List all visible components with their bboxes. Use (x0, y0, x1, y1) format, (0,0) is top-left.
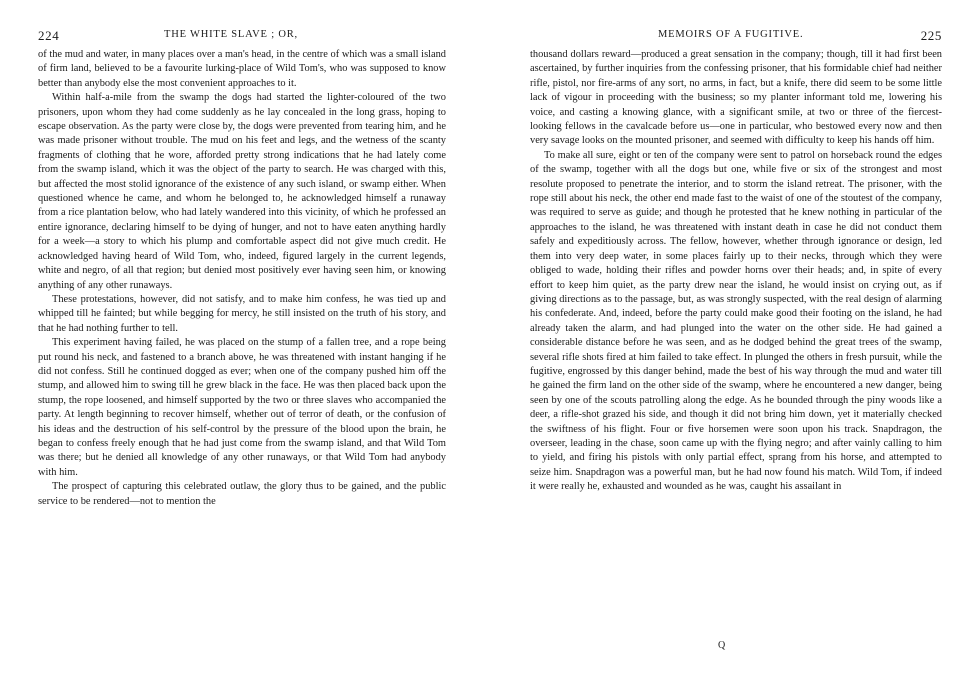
right-running-title: MEMOIRS OF A FUGITIVE. (658, 29, 804, 40)
signature-mark: Q (718, 640, 726, 651)
paragraph: The prospect of capturing this celebrated outlaw, the glory thus to be gained, and the public service to be rendered—not to mention the (38, 481, 446, 507)
left-page (38, 28, 446, 509)
paragraph: Within half-a-mile from the swamp the dogs had started the lighter-coloured of the two prisoners, upon whom they had come suddenly as he lay concealed in the long grass, hoping to escape observation. As the party were close by, the dogs were prevented from tearing him, and he was made prisoner without trouble. The mud on his feet and legs, and the wetness of the scanty fragments of clothing that he wore, afforded pretty strong indications that he had lately come from the swamp island, which it was the object of the party to search. He was charged with this, but affected the most stolid ignorance of the existence of any such island, or swamp either. When questioned whence he came, and whom he belonged to, he acknowledged himself a runaway from a rice plantation below, who had lately wandered into this vicinity, of which he professed an entire ignorance, declaring himself to be dying of hunger, and not to have eaten anything hardly for a week—a story to which his plump and comfortable aspect did not give much credit. He acknowledged having heard of Wild Tom, who, indeed, figured largely in the current legends, white and negro, of all that region; but denied most positively ever having seen him, or knowing anything of any other runaways. (38, 92, 446, 291)
left-page-number: 224 (38, 28, 60, 43)
paragraph: To make all sure, eight or ten of the company were sent to patrol on horseback round the edges of the swamp, together with all the dogs but one, while five or six of the strongest and most resolute proposed to penetrate the interior, and to storm the island retreat. The prisoner, with the rope still about his neck, the other end made fast to the waist of one of the stoutest of the company, was required to serve as guide; and though he protested that he knew nothing in particular of the approaches to the island, he was threatened with instant death in case he did not conduct them safely and expeditiously across. The fellow, however, whether through ignorance or design, led them into very deep water, in some places fairly up to their necks, through which they were obliged to wade, holding their rifles and powder horns over their heads; and, in spite of every effort to keep him quiet, as the party drew near the island, he would insist on crying out, as if giving directions as to the passage, but, as was strongly suspected, with the real design of alarming his confederate. And, indeed, before the party could make good their footing on the island, he had already taken the alarm, and had plunged into the water on the other side. He had gained a considerable distance before he was seen, and as he dodged behind the great trees of the swamp, several rifle shots fired at him failed to take effect. In plunged the others in fresh pursuit, while the fugitive, engrossed by this danger behind, made the best of his way through the mud and water till he gained the firm land on the other side of the swamp, where he encountered a new danger, being seen by one of the scouts patrolling along the edge. As he bounded through the piny woods like a deer, a rifle-shot grazed his side, and though it did not bring him down, yet it materially checked the swiftness of his flight. Four or five horsemen were soon upon his track. Snapdragon, the overseer, leading in the chase, soon came up with the flying negro; and after vainly calling to him to yield, and firing his pistols with only partial effect, sprang from his horse, and attempted to seize him. Snapdragon was a powerful man, but he had now found his match. Wild Tom, if indeed it were really he, exhausted and wounded as he was, caught his assailant in (530, 149, 942, 493)
right-page-body (530, 48, 942, 495)
right-page-header (530, 28, 942, 48)
paragraph: thousand dollars reward—produced a great sensation in the company; though, till it had first been ascertained, by further inquiries from the confessing prisoner, that his formidable chief had neither rifle, pistol, nor fire-arms of any sort, no arms, in fact, but a knife, there did seem to be some little lack of vigour in proceeding with the business; so my planter informant told me, lowering his voice, and casting a knowing glance, with a significant smile, at two or three of the fiercest-looking fellows in the cavalcade before us—one in particular, who bestowed every now and then very savage looks on the mounted prisoner, and seemed with difficulty to keep his hands off him. (530, 49, 942, 147)
paragraph: of the mud and water, in many places over a man's head, in the centre of which was a small island of firm land, believed to be a favourite lurking-place of Wild Tom's, who was supposed to know better than anybody else the most convenient approaches to it. (38, 49, 446, 89)
left-page-header (38, 28, 446, 48)
paragraph: These protestations, however, did not satisfy, and to make him confess, he was tied up and whipped till he fainted; but while begging for mercy, he still insisted on the truth of his story, and that he had nothing further to tell. (38, 293, 446, 334)
left-page-body (38, 48, 446, 509)
right-page (530, 28, 942, 651)
left-running-title: THE WHITE SLAVE ; OR, (164, 29, 298, 40)
paragraph: This experiment having failed, he was placed on the stump of a fallen tree, and a rope being put round his neck, and fastened to a branch above, he was threatened with instant hanging if he did not confess. Still he continued dogged as ever; when one of the company pushed him off the stump, and allowed him to swing till he grew black in the face. He was then placed back upon the stump, the rope loosened, and himself supported by the two or three slaves who accompanied the party. At length beginning to recover himself, whether out of terror of death, or the confusion of his ideas and the destruction of his self-control by the pressure of the blood upon the brain, he began to confess freely enough that he had just come from the swamp island, and that Wild Tom was there; but he denied all knowledge of any other runaways, or that Wild Tom had anybody with him. (38, 337, 446, 478)
right-page-number: 225 (920, 28, 942, 43)
